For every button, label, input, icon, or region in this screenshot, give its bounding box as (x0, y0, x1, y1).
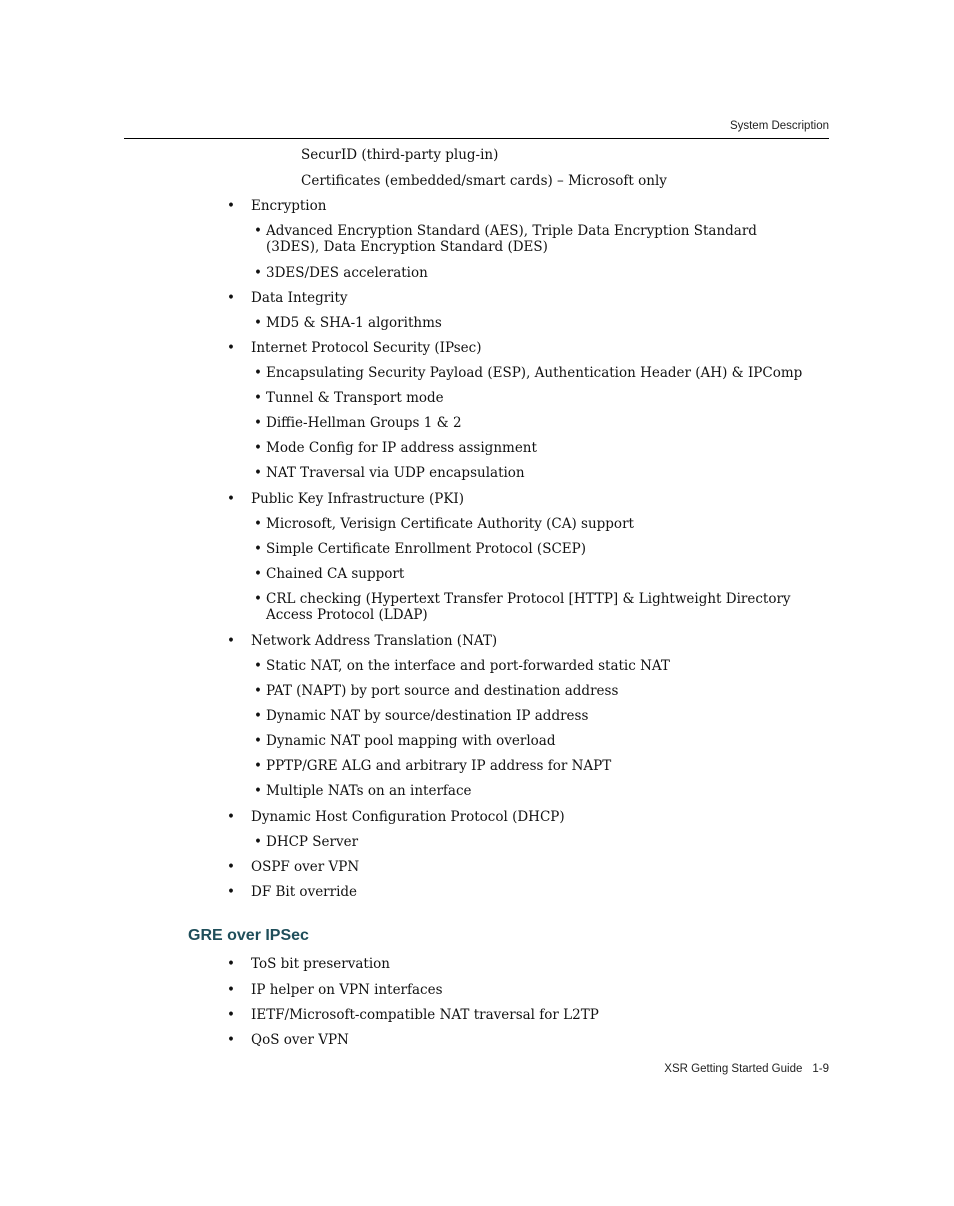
list-item-ipsec: Internet Protocol Security (IPsec) (251, 340, 482, 356)
bullet-icon: • (227, 633, 235, 649)
bullet-icon: • (254, 516, 262, 532)
sub-item-pat: PAT (NAPT) by port source and destination address (266, 683, 619, 699)
bullet-icon: • (227, 491, 235, 507)
list-item-ospf: OSPF over VPN (251, 859, 360, 875)
sub-item-tunnel: Tunnel & Transport mode (266, 390, 444, 406)
bullet-icon: • (254, 733, 262, 749)
footer-guide-title: XSR Getting Started Guide (664, 1063, 803, 1075)
auth-item-securid: SecurID (third-party plug-in) (301, 147, 499, 163)
sub-item-diffie-hellman: Diffie-Hellman Groups 1 & 2 (266, 415, 462, 431)
sub-item-multiple-nats: Multiple NATs on an interface (266, 783, 472, 799)
bullet-icon: • (254, 415, 262, 431)
bullet-icon: • (227, 340, 235, 356)
bullet-icon: • (254, 440, 262, 456)
bullet-icon: • (227, 859, 235, 875)
list-item-data-integrity: Data Integrity (251, 290, 348, 306)
list-item-tos: ToS bit preservation (251, 956, 390, 972)
bullet-icon: • (227, 1007, 235, 1023)
bullet-icon: • (254, 591, 262, 607)
auth-item-certificates: Certificates (embedded/smart cards) – Microsoft only (301, 173, 667, 189)
list-item-ip-helper: IP helper on VPN interfaces (251, 982, 443, 998)
bullet-icon: • (254, 783, 262, 799)
list-item-nat: Network Address Translation (NAT) (251, 633, 498, 649)
bullet-icon: • (254, 708, 262, 724)
list-item-qos: QoS over VPN (251, 1032, 349, 1048)
header-rule (124, 138, 829, 139)
list-item-df-bit: DF Bit override (251, 884, 358, 900)
bullet-icon: • (254, 390, 262, 406)
list-item-pki: Public Key Infrastructure (PKI) (251, 491, 465, 507)
bullet-icon: • (254, 265, 262, 281)
bullet-icon: • (254, 223, 262, 239)
sub-item-nat-traversal: NAT Traversal via UDP encapsulation (266, 465, 525, 481)
bullet-icon: • (227, 809, 235, 825)
bullet-icon: • (227, 982, 235, 998)
list-item-dhcp: Dynamic Host Configuration Protocol (DHCP) (251, 809, 565, 825)
list-item-encryption: Encryption (251, 198, 327, 214)
sub-item-aes: Advanced Encryption Standard (AES), Triple Data Encryption Standard (3DES), Data Encryption Standard (DES) (266, 223, 757, 255)
sub-item-nat-pool: Dynamic NAT pool mapping with overload (266, 733, 556, 749)
bullet-icon: • (254, 315, 262, 331)
sub-item-chained-ca: Chained CA support (266, 566, 405, 582)
header-section-label: System Description (729, 120, 829, 132)
bullet-icon: • (227, 884, 235, 900)
page-footer (664, 1063, 829, 1075)
sub-item-ca-support: Microsoft, Verisign Certificate Authority (CA) support (266, 516, 634, 532)
bullet-icon: • (254, 683, 262, 699)
sub-item-md5: MD5 & SHA-1 algorithms (266, 315, 442, 331)
sub-item-dynamic-nat: Dynamic NAT by source/destination IP address (266, 708, 589, 724)
sub-item-static-nat: Static NAT, on the interface and port-forwarded static NAT (266, 658, 670, 674)
list-item-ietf-nat: IETF/Microsoft-compatible NAT traversal for L2TP (251, 1007, 599, 1023)
bullet-icon: • (254, 758, 262, 774)
sub-item-dhcp-server: DHCP Server (266, 834, 359, 850)
sub-item-3des: 3DES/DES acceleration (266, 265, 428, 281)
bullet-icon: • (227, 290, 235, 306)
bullet-icon: • (227, 198, 235, 214)
bullet-icon: • (254, 658, 262, 674)
bullet-icon: • (254, 465, 262, 481)
bullet-icon: • (254, 365, 262, 381)
bullet-icon: • (227, 956, 235, 972)
footer-page-number: 1-9 (812, 1063, 829, 1075)
sub-item-scep: Simple Certificate Enrollment Protocol (SCEP) (266, 541, 586, 557)
bullet-icon: • (227, 1032, 235, 1048)
sub-item-esp: Encapsulating Security Payload (ESP), Authentication Header (AH) & IPComp (266, 365, 803, 381)
sub-item-mode-config: Mode Config for IP address assignment (266, 440, 537, 456)
bullet-icon: • (254, 834, 262, 850)
section-heading-gre-over-ipsec: GRE over IPSec (188, 927, 309, 944)
bullet-icon: • (254, 541, 262, 557)
bullet-icon: • (254, 566, 262, 582)
sub-item-pptp-gre: PPTP/GRE ALG and arbitrary IP address for NAPT (266, 758, 612, 774)
sub-item-crl-checking: CRL checking (Hypertext Transfer Protocol [HTTP] & Lightweight Directory Access Protocol (LDAP) (266, 591, 791, 623)
